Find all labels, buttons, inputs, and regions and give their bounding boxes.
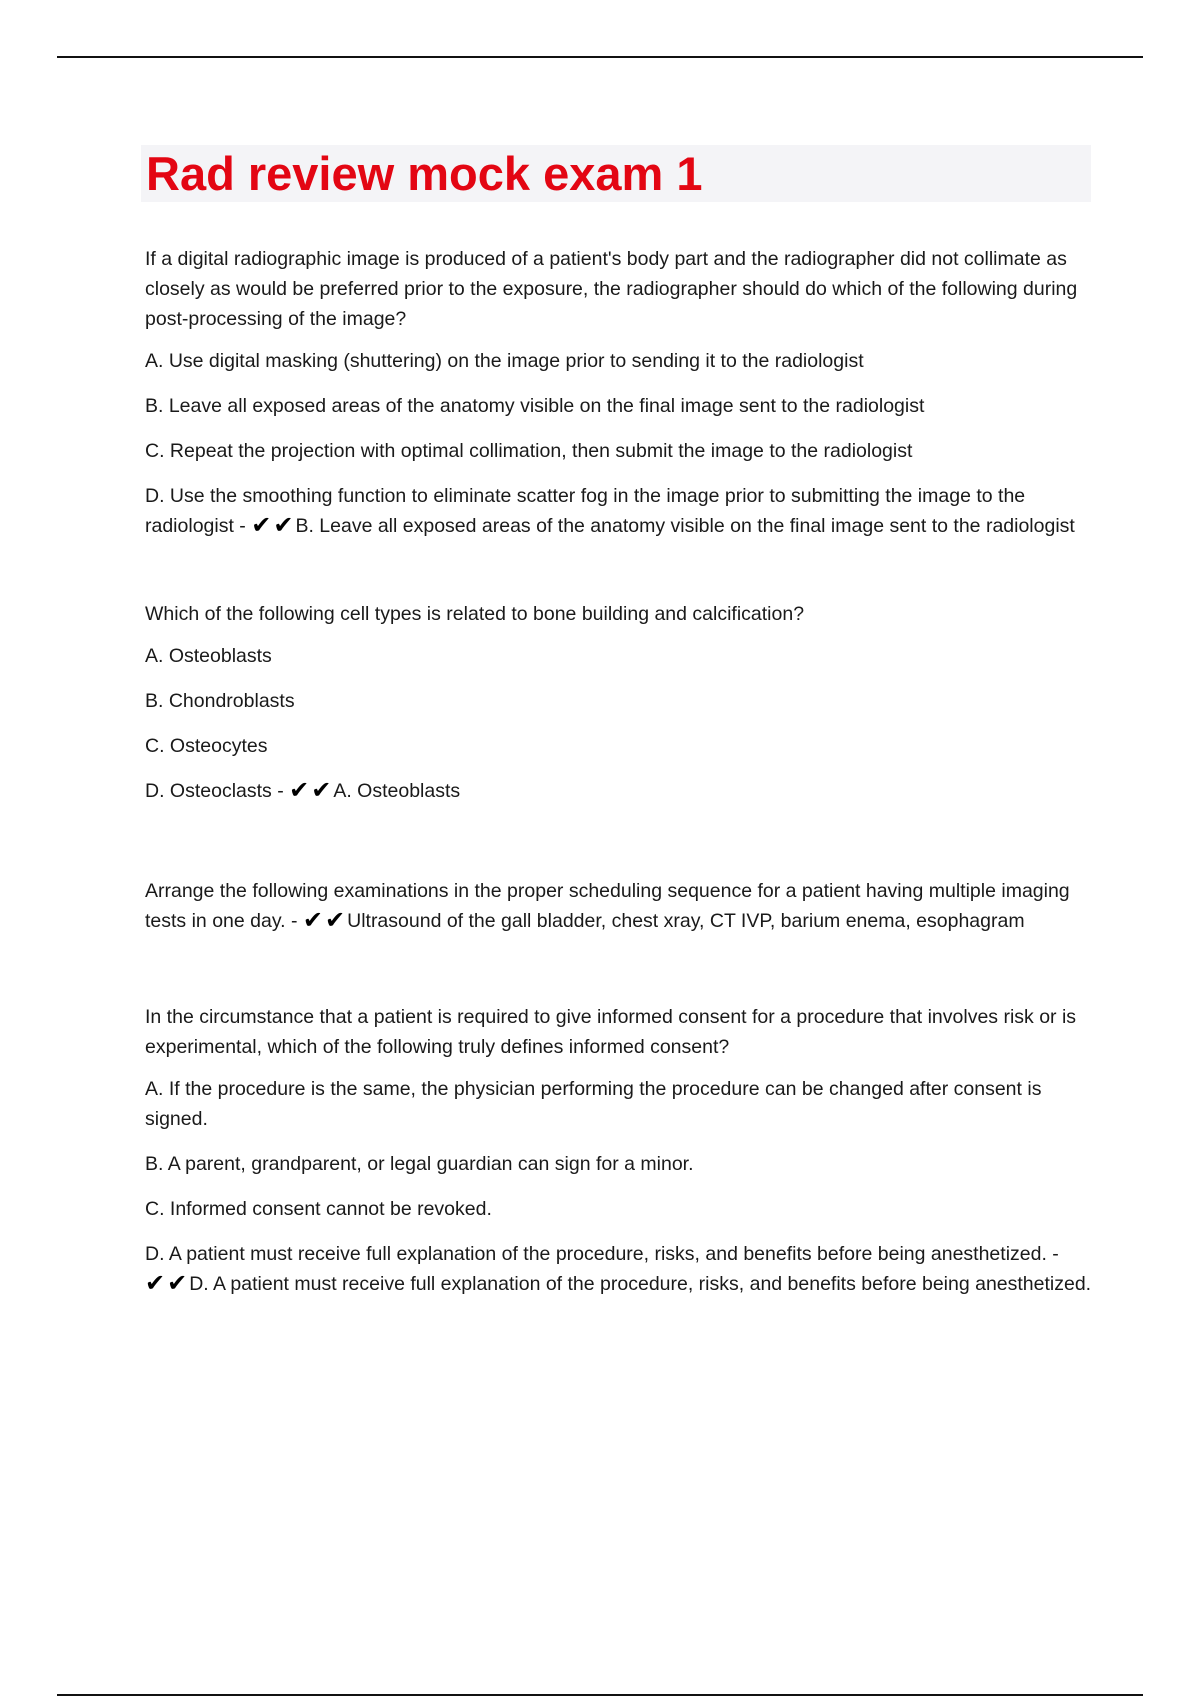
correct-answer: A. Osteoblasts: [333, 780, 461, 802]
option-b: B. Chondroblasts: [145, 690, 295, 712]
option-d: D. A patient must receive full explanation of the procedure, risks, and benefits before being anesthetized. -: [145, 1243, 1059, 1265]
correct-answer: B. Leave all exposed areas of the anatomy visible on the final image sent to the radiologist: [295, 515, 1075, 537]
footer-rule: [57, 1694, 1143, 1696]
question-text: Arrange the following examinations in the proper scheduling sequence for a patient having multiple imaging tests in one day. -: [145, 880, 1070, 932]
question-block-4: [145, 1002, 1095, 1299]
correct-answer: D. A patient must receive full explanation of the procedure, risks, and benefits before being anesthetized.: [189, 1273, 1092, 1295]
option-d: D. Use the smoothing function to eliminate scatter fog in the image prior to submitting the image to the radiologist -: [145, 485, 1026, 537]
question-text: In the circumstance that a patient is required to give informed consent for a procedure that involves risk or is experimental, which of the following truly defines informed consent?: [145, 1006, 1077, 1058]
option-c: C. Repeat the projection with optimal collimation, then submit the image to the radiologist: [145, 440, 913, 462]
double-check-icon: ✔✔: [145, 1269, 190, 1297]
option-c: C. Osteocytes: [145, 735, 268, 757]
option-a: A. If the procedure is the same, the physician performing the procedure can be changed after consent is signed.: [145, 1078, 1042, 1130]
option-d-with-answer: [145, 776, 1095, 806]
option-d-with-answer: [145, 481, 1095, 541]
option-c: C. Informed consent cannot be revoked.: [145, 1198, 492, 1220]
question-block-2: [145, 599, 1095, 806]
document-body: [145, 244, 1095, 1359]
option-d-with-answer: [145, 1239, 1095, 1299]
correct-answer: Ultrasound of the gall bladder, chest xray, CT IVP, barium enema, esophagram: [347, 910, 1025, 932]
question-block-3: [145, 876, 1095, 936]
option-d: D. Osteoclasts -: [145, 780, 284, 802]
double-check-icon: ✔✔: [289, 776, 334, 804]
option-b: B. Leave all exposed areas of the anatomy visible on the final image sent to the radiologist: [145, 395, 925, 417]
question-text: Which of the following cell types is related to bone building and calcification?: [145, 603, 805, 625]
option-a: A. Osteoblasts: [145, 645, 272, 667]
header-rule: [57, 56, 1143, 58]
page-title: Rad review mock exam 1: [146, 147, 703, 200]
question-block-1: [145, 244, 1095, 541]
double-check-icon: ✔✔: [302, 906, 348, 934]
question-text: If a digital radiographic image is produced of a patient's body part and the radiographer did not collimate as closely as would be preferred prior to the exposure, the radiographer should do which of the following during post-processing of the image?: [145, 248, 1078, 330]
double-check-icon: ✔✔: [251, 511, 296, 539]
question-with-answer: [145, 876, 1095, 936]
option-b: B. A parent, grandparent, or legal guardian can sign for a minor.: [145, 1153, 694, 1175]
option-a: A. Use digital masking (shuttering) on the image prior to sending it to the radiologist: [145, 350, 864, 372]
